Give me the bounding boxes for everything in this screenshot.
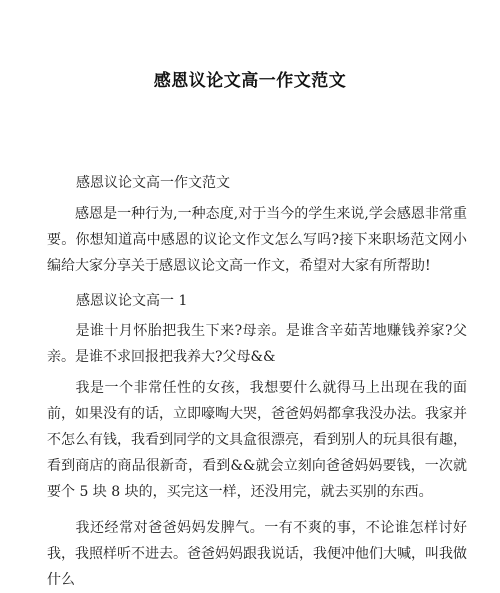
section-heading: 感恩议论文高一 1 <box>76 293 188 309</box>
body-paragraph-2 <box>47 375 467 505</box>
intro-paragraph <box>47 201 467 279</box>
intro-paragraph-text: 感恩是一种行为,一种态度,对于当今的学生来说,学会感恩非常重要。你想知道高中感恩的议论文作文怎么写吗?接下来职场范文网小编给大家分享关于感恩议论文高一作文，希望对大家有所帮助! <box>47 206 467 274</box>
body-paragraph-1-text: 是谁十月怀胎把我生下来?母亲。是谁含辛茹苦地赚钱养家?父亲。是谁不求回报把我养大?父母&& <box>47 323 467 365</box>
document-title: 感恩议论文高一作文范文 <box>153 71 347 91</box>
body-paragraph-3 <box>47 515 467 593</box>
body-paragraph-1 <box>47 318 467 370</box>
document-subtitle: 感恩议论文高一作文范文 <box>76 175 230 191</box>
body-paragraph-2-text: 我是一个非常任性的女孩，我想要什么就得马上出现在我的面前，如果没有的话，立即嚎啕大哭，爸爸妈妈都拿我没办法。我家并不怎么有钱，我看到同学的文具盒很漂亮，看到别人的玩具很有趣，看到商店的商品很新奇，看到&&就会立刻向爸爸妈妈要钱，一次就要个 5 块 8 块的，买完这一样，还没用完，就去买别的东西。 <box>47 380 467 500</box>
body-paragraph-3-text: 我还经常对爸爸妈妈发脾气。一有不爽的事，不论谁怎样讨好我，我照样听不进去。爸爸妈妈跟我说话，我便冲他们大喊，叫我做什么 <box>47 520 467 588</box>
